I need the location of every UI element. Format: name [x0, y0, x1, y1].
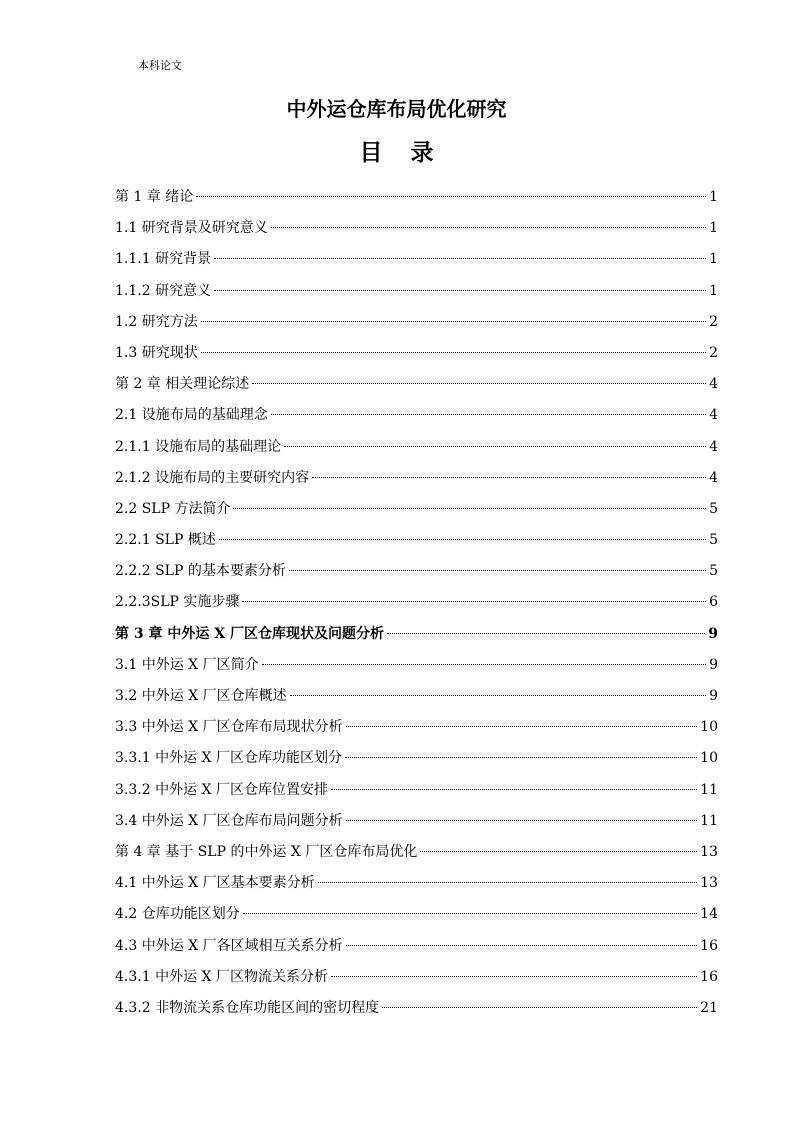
toc-entry[interactable]: [115, 338, 718, 369]
toc-entry-label: 3.4 中外运 X 厂区仓库布局问题分析: [115, 812, 343, 829]
toc-entry-page-number: 2: [709, 313, 718, 330]
toc-entry-page-number: 9: [709, 688, 718, 704]
toc-entry-label: 第 2 章 相关理论综述: [115, 376, 250, 393]
toc-entry-label: 4.3 中外运 X 厂各区域相互关系分析: [115, 937, 343, 954]
toc-entry-label: 1.2 研究方法: [115, 313, 198, 330]
toc-entry-label: 3.3 中外运 X 厂区仓库布局现状分析: [115, 719, 343, 736]
toc-leader-dots: [346, 945, 698, 946]
toc-leader-dots: [284, 446, 706, 447]
toc-leader-dots: [214, 290, 706, 291]
toc-entry-label: 1.3 研究现状: [115, 344, 198, 361]
toc-entry-page-number: 10: [700, 719, 718, 736]
toc-entry[interactable]: [115, 681, 718, 712]
toc-entry-label: 4.3.2 非物流关系仓库功能区间的密切程度: [115, 999, 380, 1016]
toc-entry[interactable]: [115, 712, 718, 743]
toc-leader-dots: [346, 726, 698, 727]
toc-entry-page-number: 4: [709, 407, 718, 424]
toc-entry-page-number: 1: [709, 251, 718, 268]
toc-heading: 目录: [359, 140, 462, 166]
toc-entry-label: 4.2 仓库功能区划分: [115, 906, 240, 923]
toc-entry[interactable]: [115, 525, 718, 556]
toc-entry[interactable]: [115, 775, 718, 806]
toc-leader-dots: [289, 570, 706, 571]
table-of-contents: [115, 182, 718, 1024]
toc-entry-label: 2.2.1 SLP 概述: [115, 532, 216, 549]
toc-entry-label: 2.1.1 设施布局的基础理论: [115, 438, 282, 455]
toc-entry-label: 1.1.2 研究意义: [115, 282, 212, 299]
toc-entry-page-number: 6: [709, 594, 718, 611]
toc-entry[interactable]: [115, 931, 718, 962]
toc-entry[interactable]: [115, 650, 718, 681]
toc-entry-page-number: 16: [700, 937, 718, 954]
toc-entry[interactable]: [115, 432, 718, 463]
toc-leader-dots: [196, 196, 706, 197]
toc-leader-dots: [331, 976, 697, 977]
toc-entry-page-number: 5: [709, 563, 718, 580]
toc-leader-dots: [201, 321, 706, 322]
toc-leader-dots: [420, 851, 697, 852]
toc-entry[interactable]: [115, 556, 718, 587]
toc-leader-dots: [252, 383, 706, 384]
toc-entry-label: 1.1 研究背景及研究意义: [115, 220, 268, 237]
toc-entry-page-number: 11: [700, 781, 718, 798]
toc-entry[interactable]: [115, 369, 718, 400]
toc-entry[interactable]: [115, 619, 718, 650]
toc-entry-label: 2.2.2 SLP 的基本要素分析: [115, 563, 286, 580]
toc-entry-page-number: 5: [709, 532, 718, 549]
toc-leader-dots: [312, 477, 706, 478]
toc-entry-label: 4.1 中外运 X 厂区基本要素分析: [115, 875, 315, 892]
toc-entry[interactable]: [115, 182, 718, 213]
toc-leader-dots: [219, 539, 706, 540]
toc-entry[interactable]: [115, 494, 718, 525]
toc-entry[interactable]: [115, 743, 718, 774]
toc-entry-page-number: 4: [709, 469, 718, 486]
toc-leader-dots: [345, 757, 697, 758]
toc-leader-dots: [318, 882, 698, 883]
toc-entry[interactable]: [115, 213, 718, 244]
toc-entry-page-number: 21: [700, 999, 718, 1016]
toc-entry-page-number: 1: [709, 220, 718, 237]
toc-leader-dots: [331, 789, 697, 790]
toc-leader-dots: [290, 695, 706, 696]
toc-entry-page-number: 13: [700, 875, 718, 892]
toc-entry-page-number: 1: [709, 189, 718, 205]
toc-entry[interactable]: [115, 806, 718, 837]
toc-entry-page-number: 5: [709, 500, 718, 517]
toc-entry[interactable]: [115, 244, 718, 275]
toc-entry[interactable]: [115, 307, 718, 338]
toc-entry-label: 2.2.3SLP 实施步骤: [115, 594, 240, 611]
toc-leader-dots: [387, 633, 705, 634]
toc-entry-page-number: 1: [709, 282, 718, 299]
toc-entry-page-number: 2: [709, 344, 718, 361]
toc-entry-label: 3.3.1 中外运 X 厂区仓库功能区划分: [115, 750, 342, 767]
toc-entry-label: 第 1 章 绪论: [115, 189, 194, 205]
toc-entry-label: 3.2 中外运 X 厂区仓库概述: [115, 688, 287, 704]
toc-entry-page-number: 14: [700, 906, 718, 923]
toc-entry-label: 2.2 SLP 方法简介: [115, 500, 231, 517]
running-header: 本科论文: [138, 59, 182, 72]
toc-entry[interactable]: [115, 400, 718, 431]
toc-entry-page-number: 10: [700, 750, 718, 767]
toc-entry[interactable]: [115, 276, 718, 307]
toc-entry[interactable]: [115, 962, 718, 993]
toc-entry[interactable]: [115, 837, 718, 868]
toc-entry-page-number: 9: [709, 656, 718, 673]
toc-entry-page-number: 11: [700, 812, 718, 829]
toc-entry-page-number: 4: [709, 438, 718, 455]
toc-entry[interactable]: [115, 587, 718, 618]
toc-leader-dots: [346, 820, 698, 821]
document-title: 中外运仓库布局优化研究: [286, 97, 507, 121]
toc-entry-label: 第 3 章 中外运 X 厂区仓库现状及问题分析: [115, 625, 384, 642]
toc-leader-dots: [243, 913, 697, 914]
toc-entry-label: 3.3.2 中外运 X 厂区仓库位置安排: [115, 781, 328, 798]
toc-leader-dots: [214, 258, 706, 259]
toc-leader-dots: [271, 227, 706, 228]
toc-entry-label: 2.1.2 设施布局的主要研究内容: [115, 469, 310, 486]
toc-entry-page-number: 16: [700, 968, 718, 985]
toc-entry-label: 1.1.1 研究背景: [115, 251, 212, 268]
toc-leader-dots: [382, 1007, 697, 1008]
toc-entry-page-number: 9: [708, 625, 718, 642]
toc-entry-label: 4.3.1 中外运 X 厂区物流关系分析: [115, 968, 328, 985]
toc-entry[interactable]: [115, 868, 718, 899]
toc-entry-page-number: 4: [709, 376, 718, 393]
toc-entry-label: 2.1 设施布局的基础理念: [115, 407, 268, 424]
toc-entry[interactable]: [115, 899, 718, 930]
toc-entry[interactable]: [115, 993, 718, 1024]
toc-leader-dots: [271, 414, 706, 415]
toc-leader-dots: [233, 508, 706, 509]
toc-leader-dots: [201, 352, 706, 353]
toc-leader-dots: [242, 601, 706, 602]
toc-entry[interactable]: [115, 463, 718, 494]
toc-leader-dots: [262, 664, 706, 665]
toc-entry-page-number: 13: [700, 843, 718, 860]
toc-entry-label: 第 4 章 基于 SLP 的中外运 X 厂区仓库布局优化: [115, 843, 418, 860]
toc-entry-label: 3.1 中外运 X 厂区简介: [115, 656, 259, 673]
